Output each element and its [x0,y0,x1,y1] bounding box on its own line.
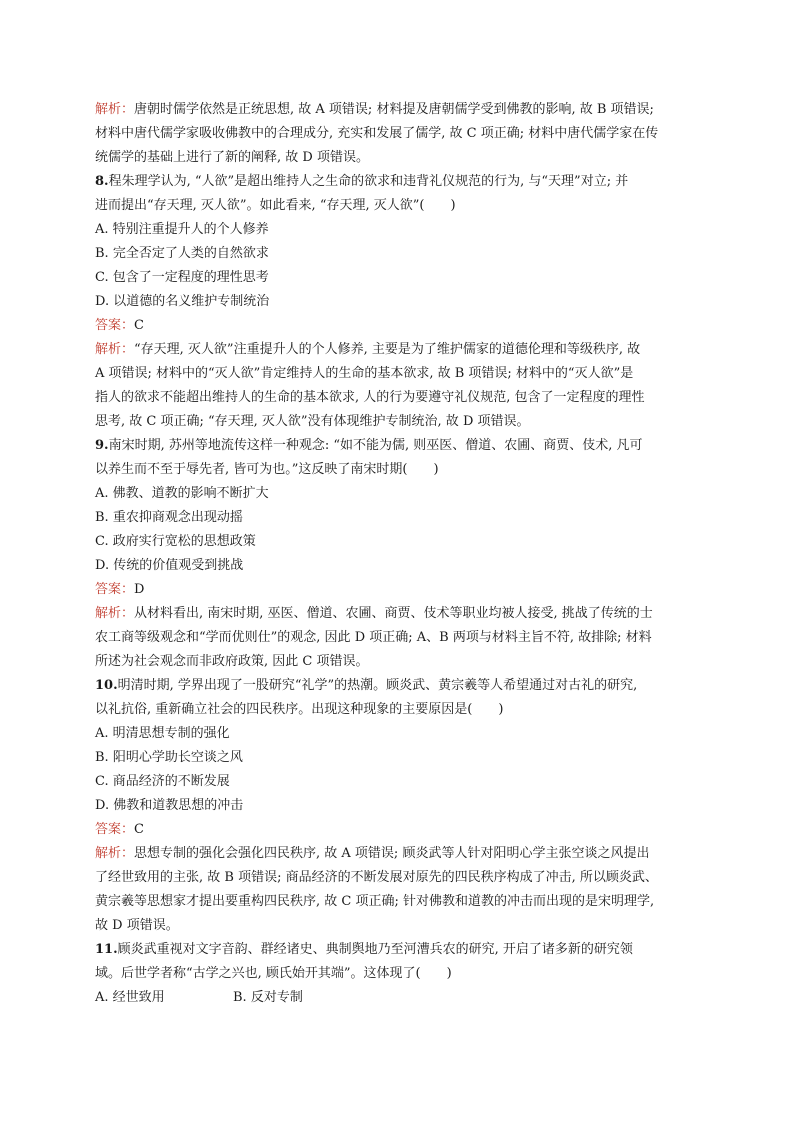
q10-analysis-label: 解析： [95,846,135,861]
q9-answer-label: 答案： [95,582,135,597]
q7-analysis-label: 解析： [95,102,135,117]
q10-analysis-line-4: 故 D 项错误。 [95,918,179,933]
q10-option-a: A. 明清思想专制的强化 [95,726,230,741]
q9-number: 9. [95,438,109,453]
q10-answer-label: 答案： [95,822,135,837]
q9-analysis-line-3: 所述为社会观念而非政府政策, 因此 C 项错误。 [95,654,369,669]
q7-analysis-line-3: 统儒学的基础上进行了新的阐释, 故 D 项错误。 [95,150,369,165]
q10-analysis-line-2: 了经世致用的主张, 故 B 项错误; 商品经济的不断发展对原先的四民秩序构成了冲击, 所以顾炎武、 [95,870,658,885]
q9-answer [95,578,701,602]
q8-analysis-label: 解析： [95,342,135,357]
q10-stem-line-1: 10.明清时期, 学界出现了一股研究“礼学”的热潮。顾炎武、黄宗羲等人希望通过对古礼的研究, [95,678,638,693]
q9-analysis-label: 解析： [95,606,135,621]
q8-answer [95,314,701,338]
q10-analysis-line-1: 解析：思想专制的强化会强化四民秩序, 故 A 项错误; 顾炎武等人针对阳明心学主张空谈之风提出 [95,846,650,861]
q7-analysis-line-1: 解析：唐朝时儒学依然是正统思想, 故 A 项错误; 材料提及唐朝儒学受到佛教的影响, 故 B 项错误; [95,102,654,117]
q8-answer-value: C [134,318,144,333]
q10-answer [95,818,701,842]
q8-number: 8. [95,174,109,189]
q8-option-a: A. 特别注重提升人的个人修养 [95,222,269,237]
q9-stem-line-1: 9.南宋时期, 苏州等地流传这样一种观念: “如不能为儒, 则巫医、僧道、农圃、商贾、伎术, 凡可 [95,438,643,453]
q11-option-a: A. 经世致用 [95,990,165,1005]
q8-option-c: C. 包含了一定程度的理性思考 [95,270,269,285]
q10-option-c: C. 商品经济的不断发展 [95,774,230,789]
q9-answer-value: D [134,582,145,597]
q10-option-b: B. 阳明心学助长空谈之风 [95,750,243,765]
q10-stem-line-2: 以礼抗俗, 重新确立社会的四民秩序。出现这种现象的主要原因是( ) [95,702,504,717]
q11-option-b: B. 反对专制 [233,990,303,1005]
q8-stem-line-1: 8.程朱理学认为, “人欲”是超出维持人之生命的欲求和违背礼仪规范的行为, 与“天理”对立; 并 [95,174,629,189]
q11-options-row [95,986,701,1010]
q7-analysis-line-2: 材料中唐代儒学家吸收佛教中的合理成分, 充实和发展了儒学, 故 C 项正确; 材料中唐代儒学家在传 [95,126,659,141]
q9-option-c: C. 政府实行宽松的思想政策 [95,534,256,549]
q8-option-d: D. 以道德的名义维护专制统治 [95,294,270,309]
q9-analysis-line-1: 解析：从材料看出, 南宋时期, 巫医、僧道、农圃、商贾、伎术等职业均被人接受, 挑战了传统的士 [95,606,653,621]
q11-stem-line-1: 11.顾炎武重视对文字音韵、群经诸史、典制舆地乃至河漕兵农的研究, 开启了诸多新的研究领 [95,942,633,957]
q8-analysis-line-3: 指人的欲求不能超出维持人的生命的基本欲求, 人的行为要遵守礼仪规范, 包含了一定程度的理性 [95,390,645,405]
q9-option-d: D. 传统的价值观受到挑战 [95,558,244,573]
q10-analysis-line-3: 黄宗羲等思想家才提出要重构四民秩序, 故 C 项正确; 针对佛教和道教的冲击而出现的是宋明理学, [95,894,655,909]
q9-option-a: A. 佛教、道教的影响不断扩大 [95,486,269,501]
q8-option-b: B. 完全否定了人类的自然欲求 [95,246,269,261]
q10-answer-value: C [134,822,144,837]
q10-number: 10. [95,678,118,693]
q8-stem-line-2: 进而提出“存天理, 灭人欲”。如此看来, “存天理, 灭人欲”( ) [95,198,456,213]
q9-stem-line-2: 以养生而不至于辱先者, 皆可为也。”这反映了南宋时期( ) [95,462,439,477]
q10-option-d: D. 佛教和道教思想的冲击 [95,798,244,813]
q9-analysis-line-2: 农工商等级观念和“学而优则仕”的观念, 因此 D 项正确; A、B 两项与材料主旨不符, 故排除; 材料 [95,630,652,645]
q11-number: 11. [95,942,118,957]
q9-option-b: B. 重农抑商观念出现动摇 [95,510,243,525]
q8-analysis-line-2: A 项错误; 材料中的“灭人欲”肯定维持人的生命的基本欲求, 故 B 项错误; 材料中的“灭人欲”是 [95,366,634,381]
q11-stem-line-2: 域。后世学者称“古学之兴也, 顾氏始开其端”。这体现了( ) [95,966,452,981]
document-page [95,98,701,1010]
q8-analysis-line-4: 思考, 故 C 项正确; “存天理, 灭人欲”没有体现维护专制统治, 故 D 项错误。 [95,414,530,429]
q8-analysis-line-1: 解析：“存天理, 灭人欲”注重提升人的个人修养, 主要是为了维护儒家的道德伦理和等级秩序, 故 [95,342,641,357]
q8-answer-label: 答案： [95,318,135,333]
